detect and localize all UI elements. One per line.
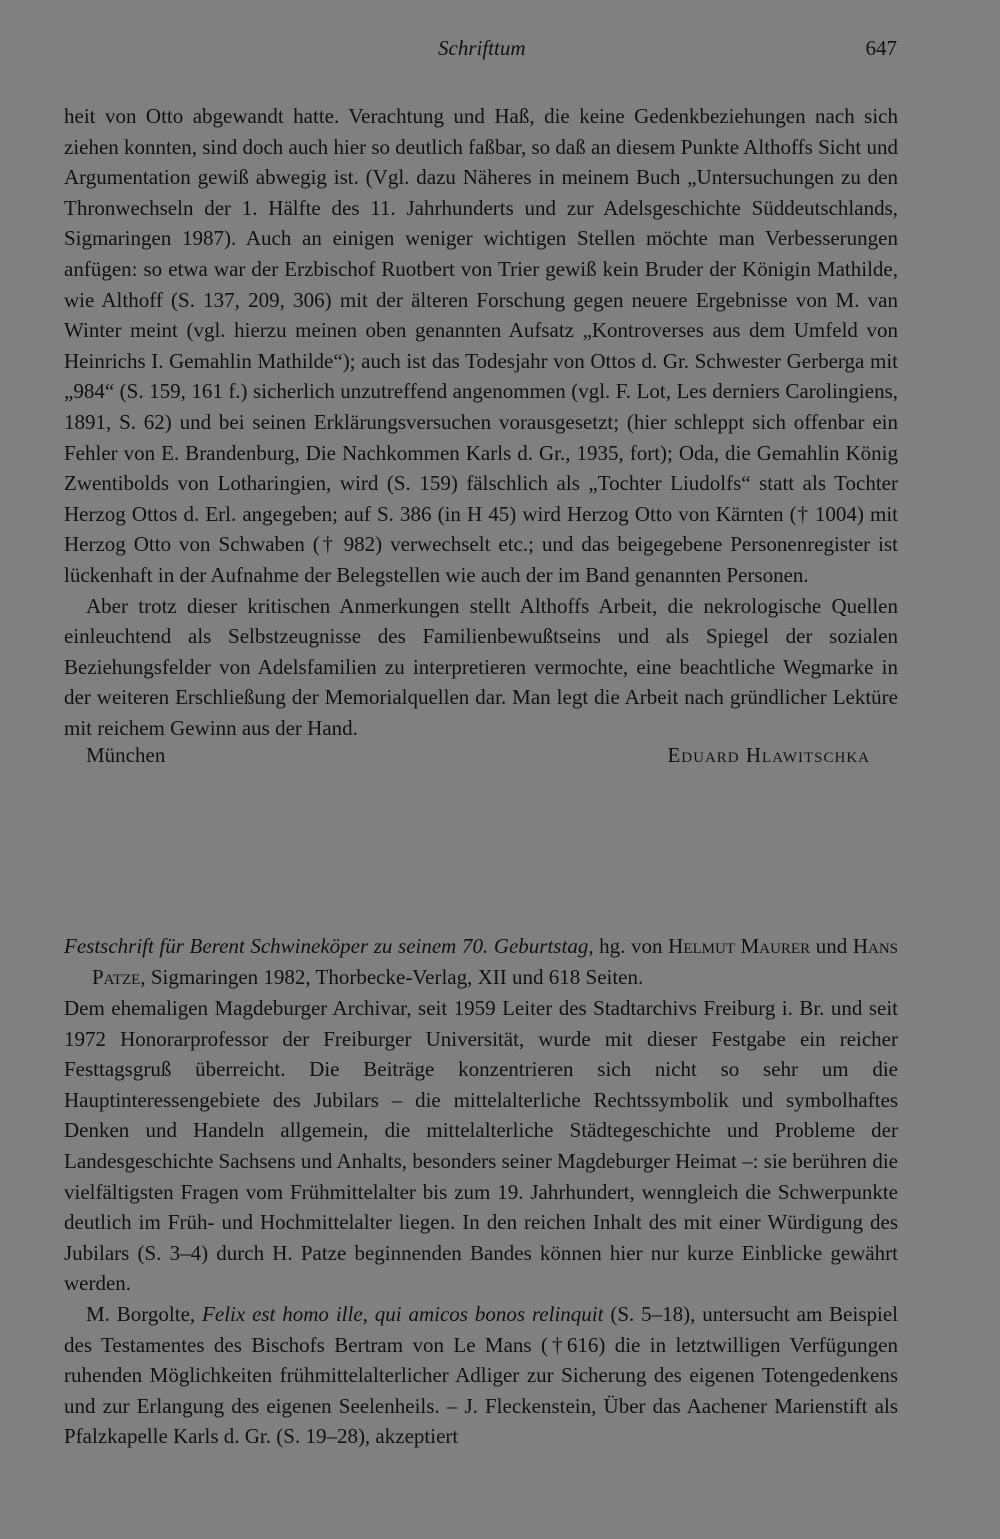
paragraph: heit von Otto abgewandt hatte. Verachtung und Haß, die keine Gedenkbeziehungen nach sich ziehen konnten, sind doch auch hier so deutlich faßbar, so daß an diesem Punkte Althoffs Sicht und Argumentation gewiß abwegig ist. (Vgl. dazu Näheres in meinem Buch „Untersuchungen zu den Thronwechseln der 1. Hälfte des 11. Jahrhunderts und zur Adelsgeschichte Süddeutschlands, Sigmaringen 1987). Auch an einigen weniger wichtigen Stellen möchte man Verbesserungen anfügen: so etwa war der Erzbischof Ruotbert von Trier gewiß kein Bruder der Königin Mathilde, wie Althoff (S. 137, 209, 306) mit der älteren Forschung gegen neuere Ergebnisse von M. van Winter meint (vgl. hierzu meinen oben genannten Aufsatz „Kontroverses aus dem Umfeld von Heinrichs I. Gemahlin Mathilde“); auch ist das Todesjahr von Ottos d. Gr. Schwester Gerberga mit „984“ (S. 159, 161 f.) sicherlich unzutreffend angenommen (vgl. F. Lot, Les derniers Carolingiens, 1891, S. 62) und bei seinen Erklärungsversuchen vorausgesetzt; (hier schleppt sich offenbar ein Fehler von E. Brandenburg, Die Nachkommen Karls d. Gr., 1935, fort); Oda, die Gemahlin König Zwentibolds von Lotharingien, wird (S. 159) fälschlich als „Tochter Liudolfs“ statt als Tochter Herzog Ottos d. Erl. angegeben; auf S. 386 (in H 45) wird Herzog Otto von Kärnten († 1004) mit Herzog Otto von Schwaben († 982) verwechselt etc.; und das beigegebene Personenregister ist lückenhaft in der Aufnahme der Belegstellen wie auch der im Band genannten Personen. (64, 104, 898, 587)
review-festschrift (64, 931, 898, 1452)
review-author: Eduard Hlawitschka (667, 743, 870, 768)
book-title: Festschrift für Berent Schwineköper zu seinem 70. Geburtstag, (64, 934, 594, 958)
running-header (0, 36, 1000, 66)
paragraph (64, 1299, 898, 1452)
publication-info: , Sigmaringen 1982, Thorbecke-Verlag, XII und 618 Seiten. (140, 965, 644, 989)
editor-name: Hans Patze (92, 934, 899, 989)
bibliographic-heading (64, 931, 898, 993)
editor-name: Helmut Maurer (668, 934, 811, 958)
signature-line (64, 743, 898, 774)
contributor-name: M. Borgolte, (86, 1301, 203, 1326)
paragraph: Aber trotz dieser kritischen Anmerkungen stellt Althoffs Arbeit, die nekrologische Quellen einleuchtend als Selbstzeugnisse des Familienbewußtseins und als Spiegel der sozialen Beziehungsfelder von Adelsfamilien zu interpretieren vermochte, eine beachtliche Wegmarke in der weiteren Erschließung der Memorialquellen dar. Man legt die Arbeit nach gründlicher Lektüre mit reichem Gewinn aus der Hand. (64, 593, 898, 740)
conjunction: und (810, 934, 853, 958)
review-hlawitschka (64, 101, 898, 774)
paragraph-text: (S. 5–18), untersucht am Beispiel des Testamentes des Bischofs Bertram von Le Mans (†616) die in letztwilligen Verfügungen ruhenden Möglichkeiten frühmittelalterlicher Adliger zur Sicherung des eigenen Totengedenkens und zur Erlangung des eigenen Seelenheils. – J. Fleckenstein, Über das Aachener Marienstift als Pfalzkapelle Karls d. Gr. (S. 19–28), akzeptiert (64, 1301, 898, 1449)
article-title: Felix est homo ille, qui amicos bonos relinquit (202, 1301, 604, 1326)
page-number: 647 (865, 36, 897, 60)
editor-phrase: hg. von (593, 934, 669, 958)
paragraph: Dem ehemaligen Magdeburger Archivar, seit 1959 Leiter des Stadtarchivs Freiburg i. Br. und seit 1972 Honorarprofessor der Freiburger Universität, wurde mit dieser Festgabe ein reicher Festtagsgruß überreicht. Die Beiträge konzentrieren sich nicht so sehr um die Hauptinteressengebiete des Jubilars – die mittelalterliche Rechtssymbolik und symbolhaftes Denken und Handeln allgemein, die mittelalterliche Städtegeschichte und Probleme der Landesgeschichte Sachsens und Anhalts, besonders seiner Magdeburger Heimat –: sie berühren die vielfältigsten Fragen vom Frühmittelalter bis zum 19. Jahrhundert, wenngleich die Schwerpunkte deutlich im Früh- und Hochmittelalter liegen. In den reichen Inhalt des mit einer Würdigung des Jubilars (S. 3–4) durch H. Patze beginnenden Bandes können hier nur kurze Einblicke gewährt werden. (64, 996, 898, 1296)
running-title: Schrifttum (438, 36, 526, 60)
place-name: München (86, 743, 166, 768)
